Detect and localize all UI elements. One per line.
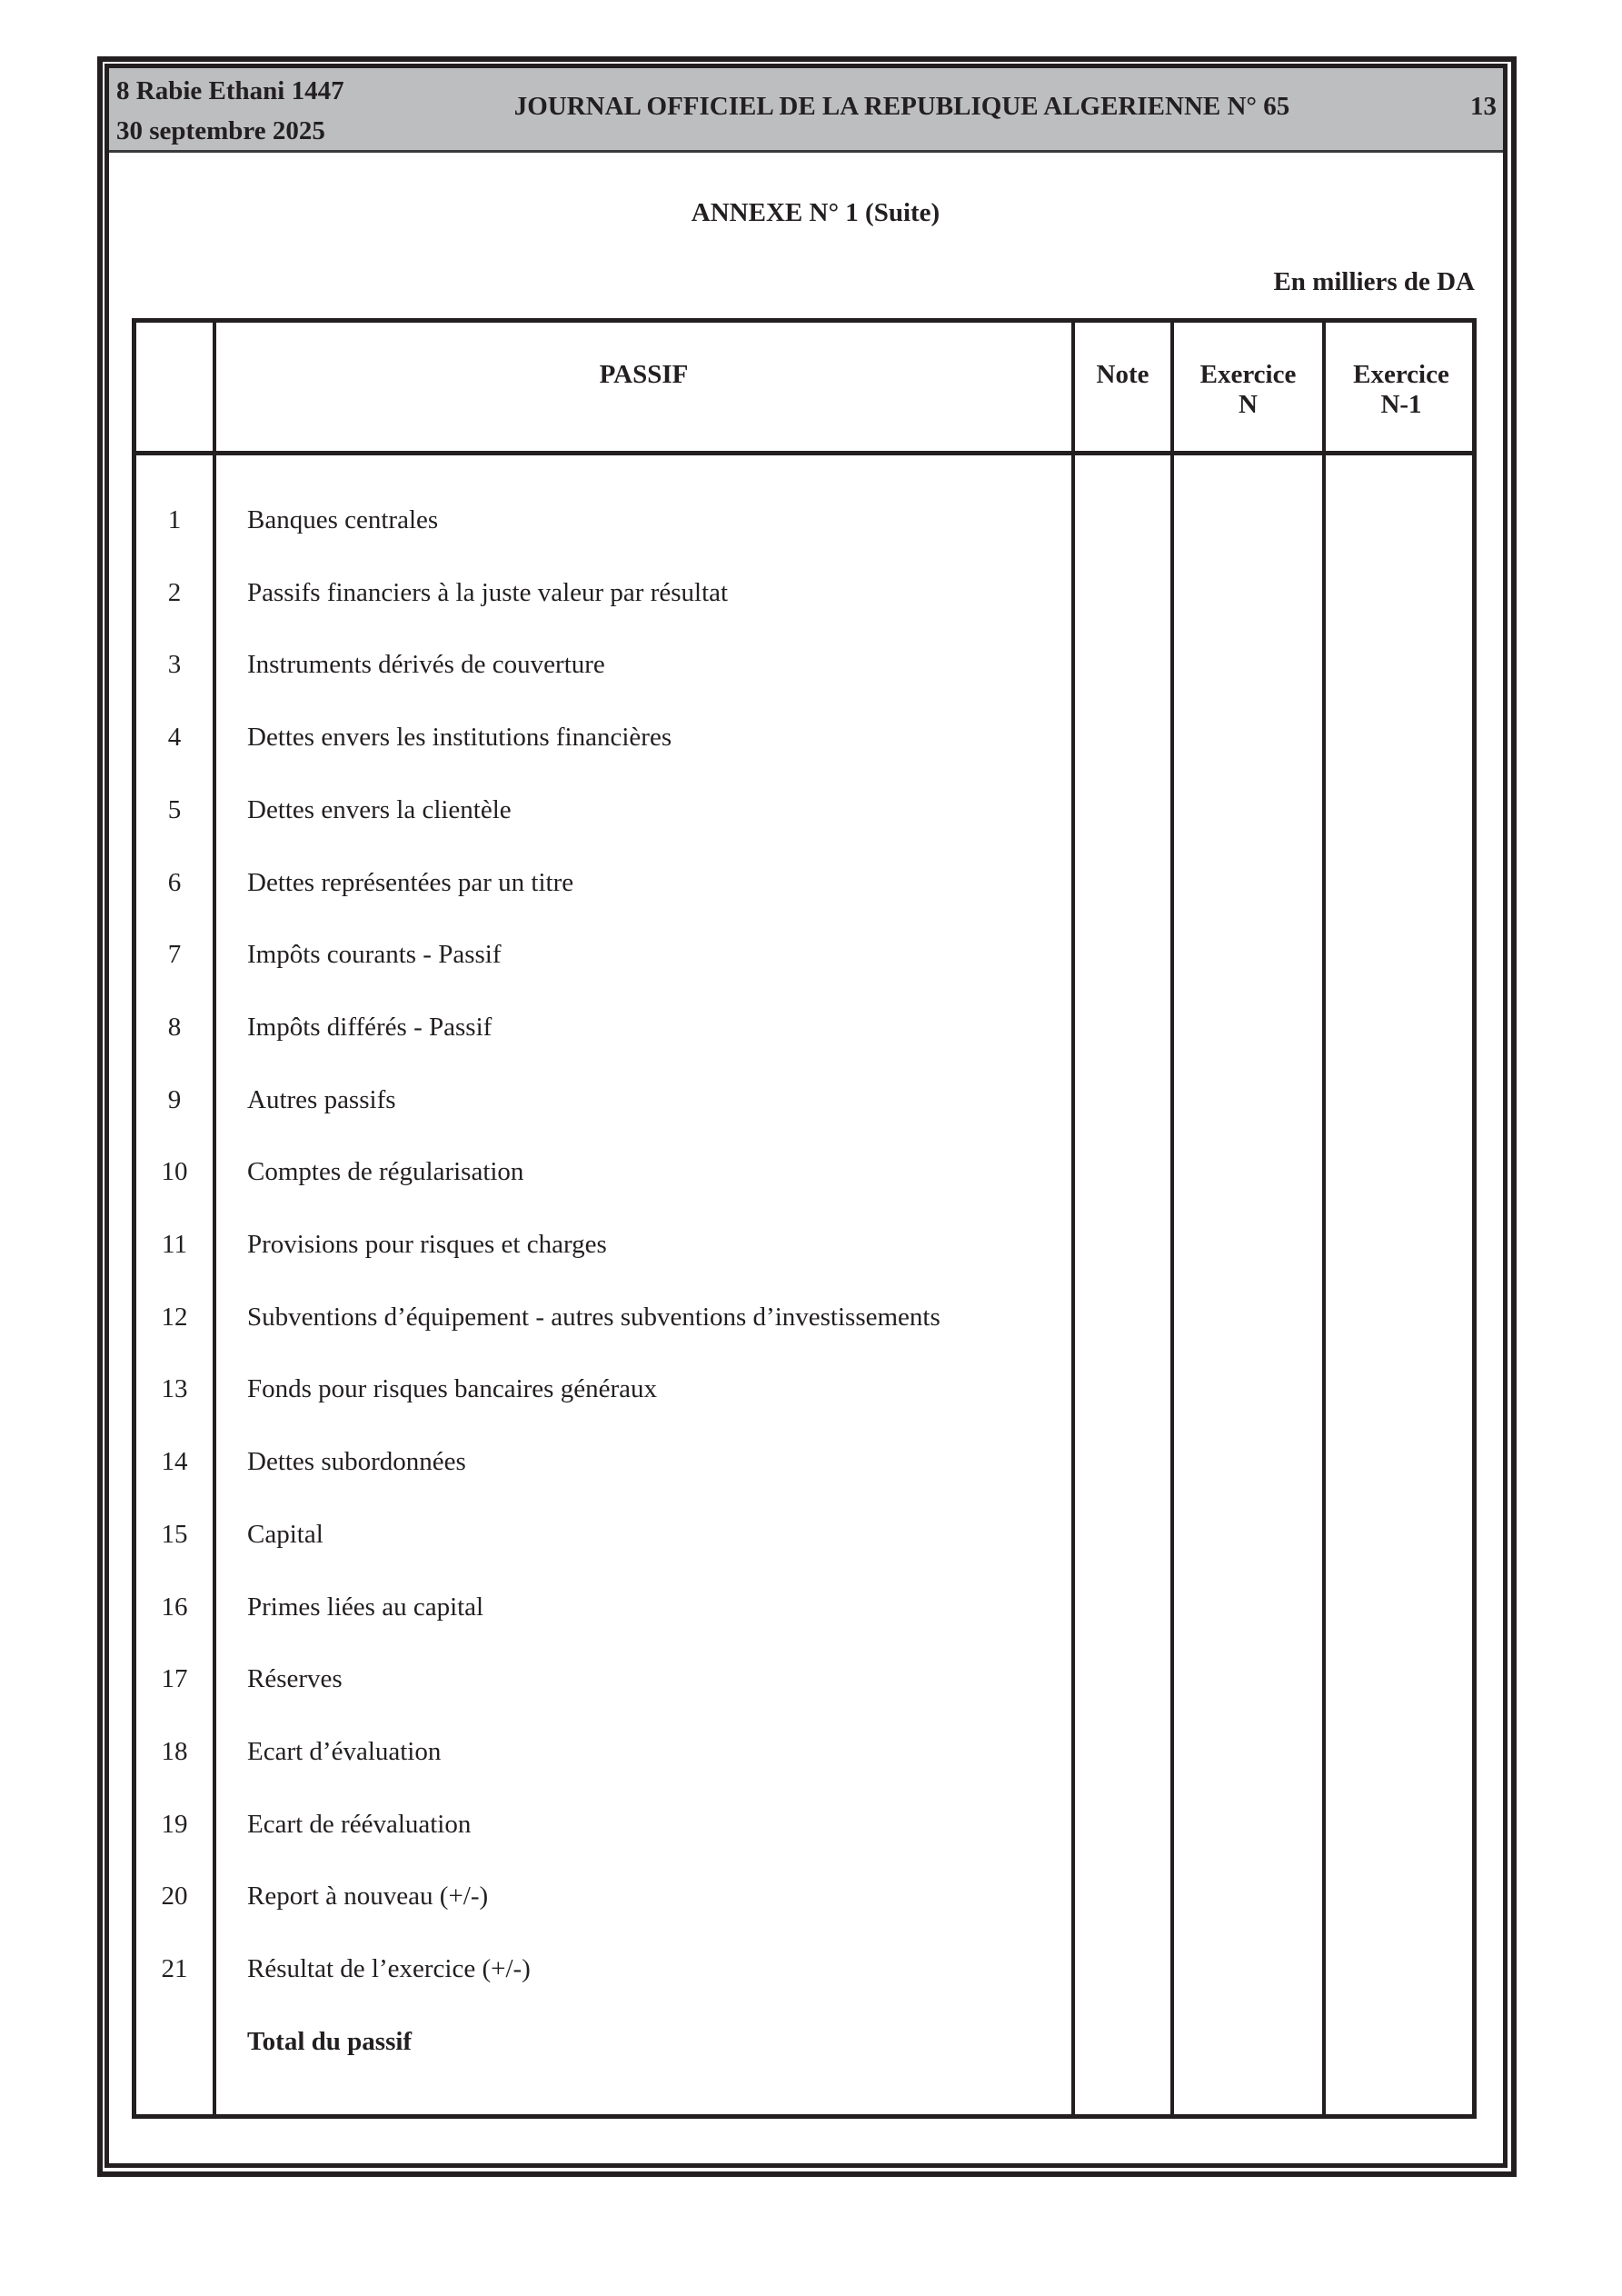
row-label: Impôts différés - Passif <box>247 1013 493 1042</box>
journal-title: JOURNAL OFFICIEL DE LA REPUBLIQUE ALGERIENNE N° 65 <box>513 92 1290 121</box>
row-number: 8 <box>167 1013 182 1042</box>
unit-note: En milliers de DA <box>1273 267 1475 296</box>
gregorian-date: 30 septembre 2025 <box>116 116 325 145</box>
row-number: 7 <box>167 940 182 969</box>
row-number: 3 <box>167 650 182 679</box>
row-number: 6 <box>167 868 182 897</box>
row-label: Dettes subordonnées <box>247 1447 466 1476</box>
row-label: Résultat de l’exercice (+/-) <box>247 1954 531 1983</box>
row-number: 17 <box>161 1664 188 1693</box>
row-number: 12 <box>161 1303 188 1332</box>
row-label: Primes liées au capital <box>247 1592 484 1622</box>
total-row-label: Total du passif <box>247 2027 413 2056</box>
column-header-exercice-n <box>1174 360 1322 420</box>
row-label: Passifs financiers à la juste valeur par résultat <box>247 578 729 607</box>
journal-title-wrap <box>0 90 1622 123</box>
row-label: Dettes envers les institutions financières <box>247 723 672 752</box>
row-number: 2 <box>167 578 182 607</box>
row-number: 11 <box>162 1230 187 1259</box>
row-number: 4 <box>167 723 182 752</box>
row-label: Provisions pour risques et charges <box>247 1230 607 1259</box>
page-number: 13 <box>1470 92 1497 121</box>
row-number: 10 <box>161 1157 188 1186</box>
row-number: 9 <box>167 1085 182 1114</box>
column-header-note: Note <box>1096 360 1149 389</box>
column-header-exercice-n1-line1: Exercice <box>1353 360 1449 389</box>
row-number: 16 <box>161 1592 188 1622</box>
row-label: Instruments dérivés de couverture <box>247 650 605 679</box>
column-header-passif: PASSIF <box>599 360 689 389</box>
row-label: Ecart d’évaluation <box>247 1737 442 1766</box>
row-label: Comptes de régularisation <box>247 1157 524 1186</box>
column-header-exercice-n1-line2: N-1 <box>1380 390 1422 419</box>
row-label: Report à nouveau (+/-) <box>247 1882 489 1911</box>
column-divider-note <box>1170 318 1174 2119</box>
column-divider-exercice-n <box>1322 318 1326 2119</box>
annex-title: ANNEXE N° 1 (Suite) <box>691 198 940 227</box>
row-number: 18 <box>161 1737 188 1766</box>
column-divider-passif <box>1071 318 1075 2119</box>
row-label: Subventions d’équipement - autres subventions d’investissements <box>247 1303 940 1332</box>
row-label: Fonds pour risques bancaires généraux <box>247 1374 657 1403</box>
row-label: Ecart de réévaluation <box>247 1810 472 1839</box>
hijri-date: 8 Rabie Ethani 1447 <box>116 76 344 105</box>
row-label: Banques centrales <box>247 505 439 534</box>
row-number: 13 <box>161 1374 188 1403</box>
row-label: Autres passifs <box>247 1085 396 1114</box>
row-number: 14 <box>161 1447 188 1476</box>
column-header-exercice-n1 <box>1326 360 1477 420</box>
row-label: Capital <box>247 1520 323 1549</box>
column-divider-num <box>213 318 216 2119</box>
row-number: 15 <box>161 1520 188 1549</box>
header-row-divider <box>132 451 1477 455</box>
row-number: 19 <box>161 1810 188 1839</box>
row-label: Impôts courants - Passif <box>247 940 502 969</box>
row-number: 20 <box>161 1882 188 1911</box>
row-number: 1 <box>167 505 182 534</box>
row-label: Dettes envers la clientèle <box>247 795 512 824</box>
annex-title-wrap <box>0 196 1622 229</box>
row-label: Réserves <box>247 1664 343 1693</box>
column-header-exercice-n-line1: Exercice <box>1199 360 1297 389</box>
row-number: 5 <box>167 795 182 824</box>
row-label: Dettes représentées par un titre <box>247 868 574 897</box>
row-number: 21 <box>161 1954 188 1983</box>
column-header-exercice-n-line2: N <box>1239 390 1258 419</box>
